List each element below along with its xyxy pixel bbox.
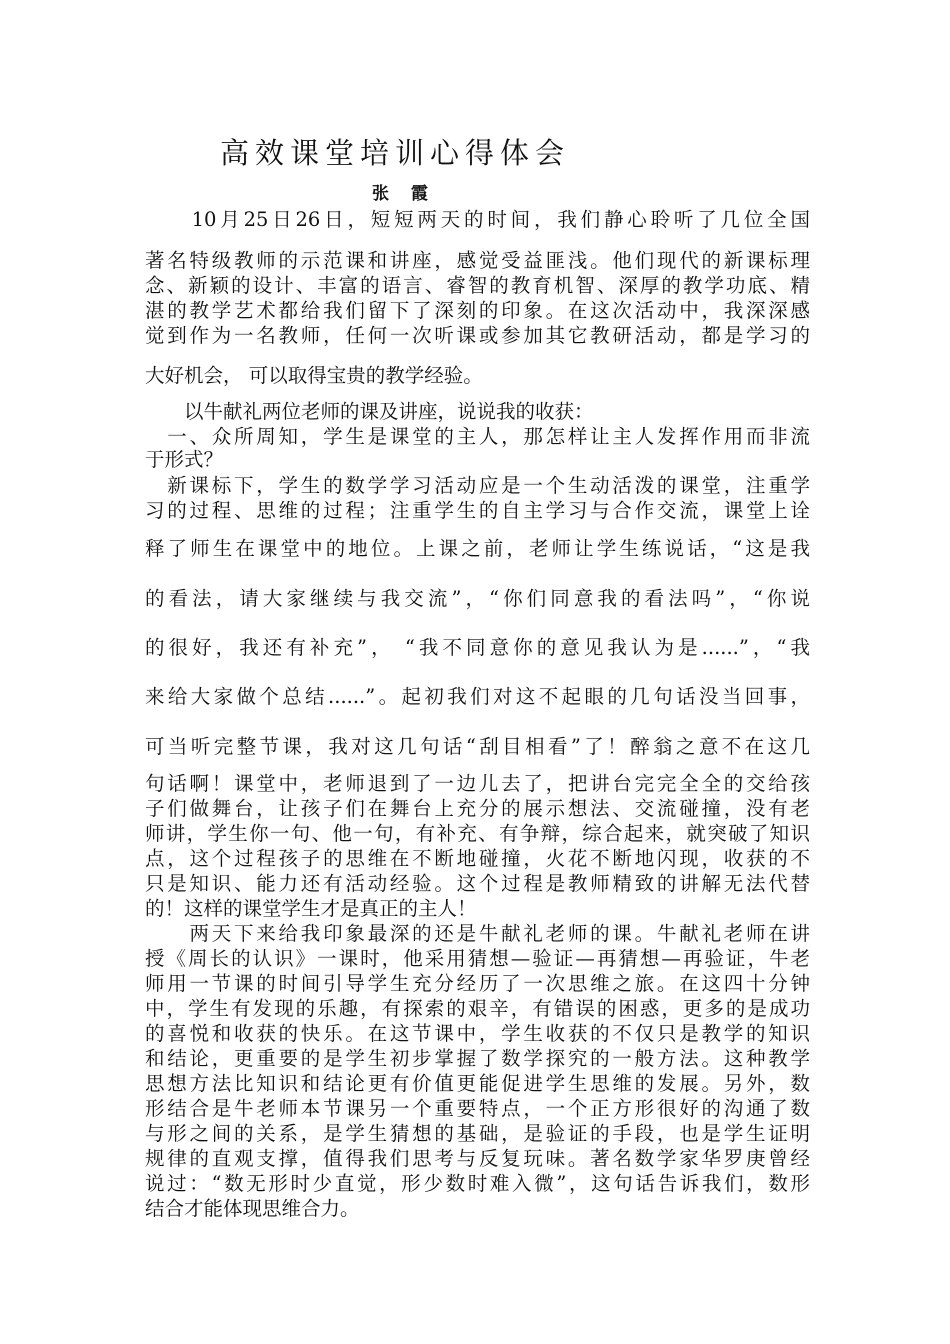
body-line: 于形式？ xyxy=(145,448,224,471)
body-line: 只是知识、能力还有活动经验。这个过程是教师精致的讲解无法代替 xyxy=(145,872,810,895)
body-line: 释了师生在课堂中的地位。上课之前，老师让学生练说话，“这是我 xyxy=(145,537,810,560)
body-line: 点，这个过程孩子的思维在不断地碰撞，火花不断地闪现，收获的不 xyxy=(145,847,810,870)
body-line: 一、众所周知，学生是课堂的主人，那怎样让主人发挥作用而非流 xyxy=(145,425,810,448)
body-line: 师用一节课的时间引导学生充分经历了一次思维之旅。在这四十分钟 xyxy=(145,972,810,995)
body-line: 以牛献礼两位老师的课及讲座，说说我的收获： xyxy=(145,400,594,423)
body-line: 大好机会， 可以取得宝贵的教学经验。 xyxy=(145,364,483,387)
body-line: 与形之间的关系，是学生猜想的基础，是验证的手段，也是学生证明 xyxy=(145,1122,810,1145)
body-line: 中，学生有发现的乐趣，有探索的艰辛，有错误的困惑，更多的是成功 xyxy=(145,997,810,1020)
body-line: 著名特级教师的示范课和讲座，感觉受益匪浅。他们现代的新课标理 xyxy=(145,249,810,272)
body-line: 新课标下，学生的数学学习活动应是一个生动活泼的课堂，注重学 xyxy=(145,474,810,497)
body-line: 形结合是牛老师本节课另一个重要特点，一个正方形很好的沟通了数 xyxy=(145,1097,810,1120)
body-line: 的！这样的课堂学生才是真正的主人！ xyxy=(145,897,477,920)
body-line: 思想方法比知识和结论更有价值更能促进学生思维的发展。另外，数 xyxy=(145,1072,810,1095)
body-line: 结合才能体现思维合力。 xyxy=(145,1197,360,1220)
body-line: 习的过程、思维的过程；注重学生的自主学习与合作交流，课堂上诠 xyxy=(145,499,810,522)
body-line: 两天下来给我印象最深的还是牛献礼老师的课。牛献礼老师在讲 xyxy=(145,922,810,945)
body-line: 来给大家做个总结......”。起初我们对这不起眼的几句话没当回事， xyxy=(145,685,810,708)
body-line: 句话啊！课堂中，老师退到了一边儿去了，把讲台完完全全的交给孩 xyxy=(145,772,810,795)
body-line: 师讲，学生你一句、他一句，有补充、有争辩，综合起来，就突破了知识 xyxy=(145,822,810,845)
body-line: 子们做舞台，让孩子们在舞台上充分的展示想法、交流碰撞，没有老 xyxy=(145,797,810,820)
body-line: 授《周长的认识》一课时，他采用猜想—验证—再猜想—再验证，牛老 xyxy=(145,947,810,970)
body-line: 念、新颖的设计、丰富的语言、睿智的教育机智、深厚的教学功底、精 xyxy=(145,274,810,297)
author-name: 张 霞 xyxy=(372,184,436,204)
body-line: 10月25日26日，短短两天的时间，我们静心聆听了几位全国 xyxy=(145,208,810,231)
body-line: 觉到作为一名教师，任何一次听课或参加其它教研活动，都是学习的 xyxy=(145,324,810,347)
body-line: 和结论，更重要的是学生初步掌握了数学探究的一般方法。这种教学 xyxy=(145,1047,810,1070)
body-line: 规律的直观支撑，值得我们思考与反复玩味。著名数学家华罗庚曾经 xyxy=(145,1147,810,1170)
body-line: 湛的教学艺术都给我们留下了深刻的印象。在这次活动中，我深深感 xyxy=(145,299,810,322)
body-line: 说过：“数无形时少直觉，形少数时难入微”，这句话告诉我们，数形 xyxy=(145,1172,810,1195)
body-line: 可当听完整节课，我对这几句话“刮目相看”了！醉翁之意不在这几 xyxy=(145,735,810,758)
body-line: 的喜悦和收获的快乐。在这节课中，学生收获的不仅只是教学的知识 xyxy=(145,1022,810,1045)
body-line: 的很好，我还有补充”， “我不同意你的意见我认为是......”，“我 xyxy=(145,636,810,659)
body-line: 的看法，请大家继续与我交流”，“你们同意我的看法吗”，“你说 xyxy=(145,587,810,610)
document-title: 高效课堂培训心得体会 xyxy=(219,136,570,170)
